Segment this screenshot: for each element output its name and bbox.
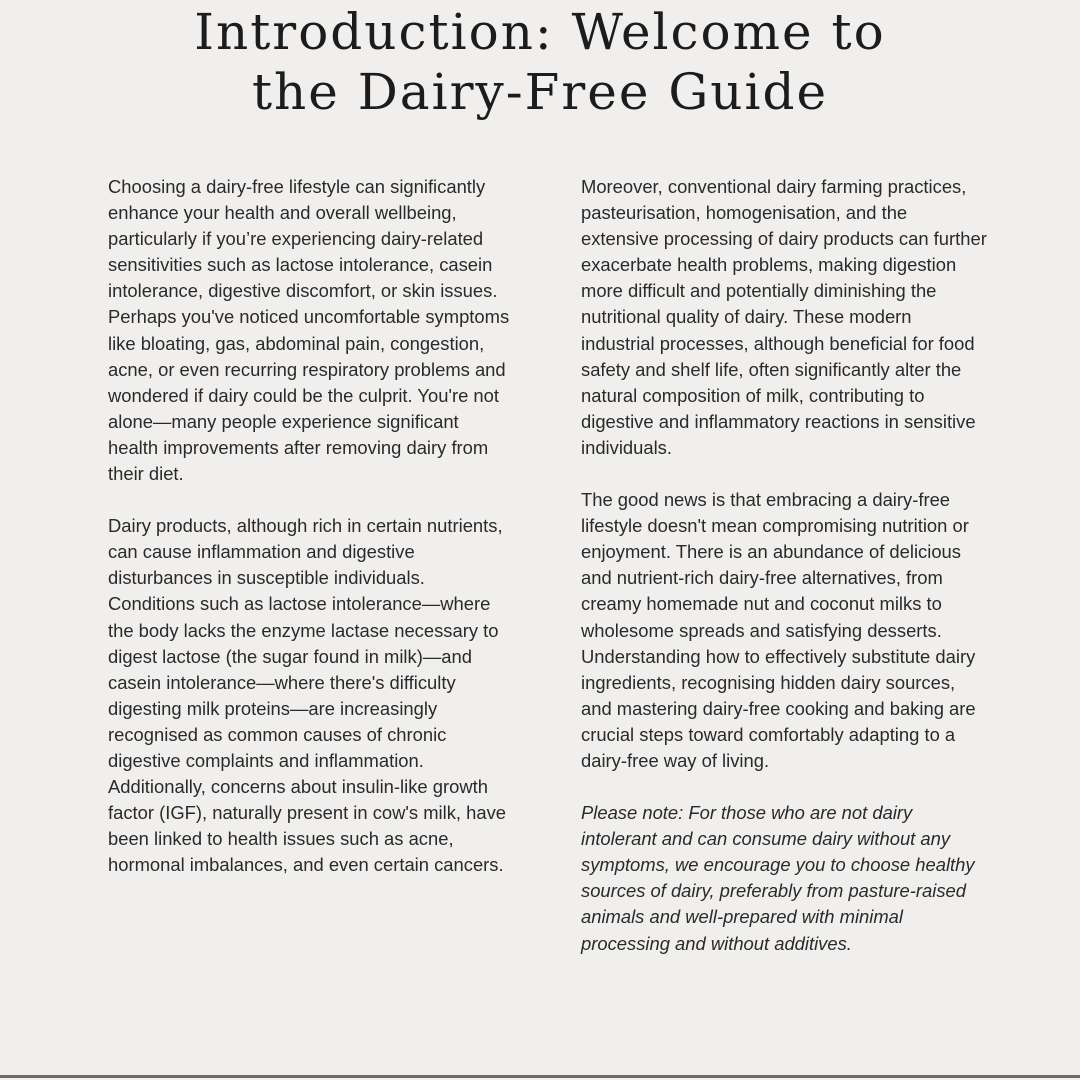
right-column [581,174,989,957]
left-column [108,174,512,904]
page-title-line-1: Introduction: Welcome to [194,3,886,61]
body-paragraph: Dairy products, although rich in certain nutrients, can cause inflammation and digestive disturbances in susceptible individuals. Conditions such as lactose intolerance—where the body lacks the enzyme lactase necessary to digest lactose (the sugar found in milk)—and casein intolerance—where there's difficulty digesting milk proteins—are increasingly recognised as common causes of chronic digestive complaints and inflammation. Additionally, concerns about insulin-like growth factor (IGF), naturally present in cow's milk, have been linked to health issues such as acne, hormonal imbalances, and even certain cancers. [108,515,507,876]
bottom-divider [0,1075,1080,1078]
body-paragraph: Choosing a dairy-free lifestyle can significantly enhance your health and overall wellbeing, particularly if you’re experiencing dairy-related sensitivities such as lactose intolerance, casein intolerance, digestive discomfort, or skin issues. Perhaps you've noticed uncomfortable symptoms like bloating, gas, abdominal pain, congestion, acne, or even recurring respiratory problems and wondered if dairy could be the culprit. You're not alone—many people experience significant health improvements after removing dairy from their diet. [108,176,510,485]
page-title-line-2: the Dairy-Free Guide [251,63,829,121]
note-paragraph: Please note: For those who are not dairy intolerant and can consume dairy without any symptoms, we encourage you to choose healthy sources of dairy, preferably from pasture-raised animals and well-prepared with minimal processing and without additives. [581,802,975,954]
body-paragraph: The good news is that embracing a dairy-free lifestyle doesn't mean compromising nutrition or enjoyment. There is an abundance of delicious and nutrient-rich dairy-free alternatives, from creamy homemade nut and coconut milks to wholesome spreads and satisfying desserts. Understanding how to effectively substitute dairy ingredients, recognising hidden dairy sources, and mastering dairy-free cooking and baking are crucial steps toward comfortably adapting to a dairy-free way of living. [581,489,976,771]
body-paragraph: Moreover, conventional dairy farming practices, pasteurisation, homogenisation, and the extensive processing of dairy products can further exacerbate health problems, making digestion more difficult and potentially diminishing the nutritional quality of dairy. These modern industrial processes, although beneficial for food safety and shelf life, often significantly alter the natural composition of milk, contributing to digestive and inflammatory reactions in sensitive individuals. [581,176,987,458]
page-title [0,2,1080,122]
